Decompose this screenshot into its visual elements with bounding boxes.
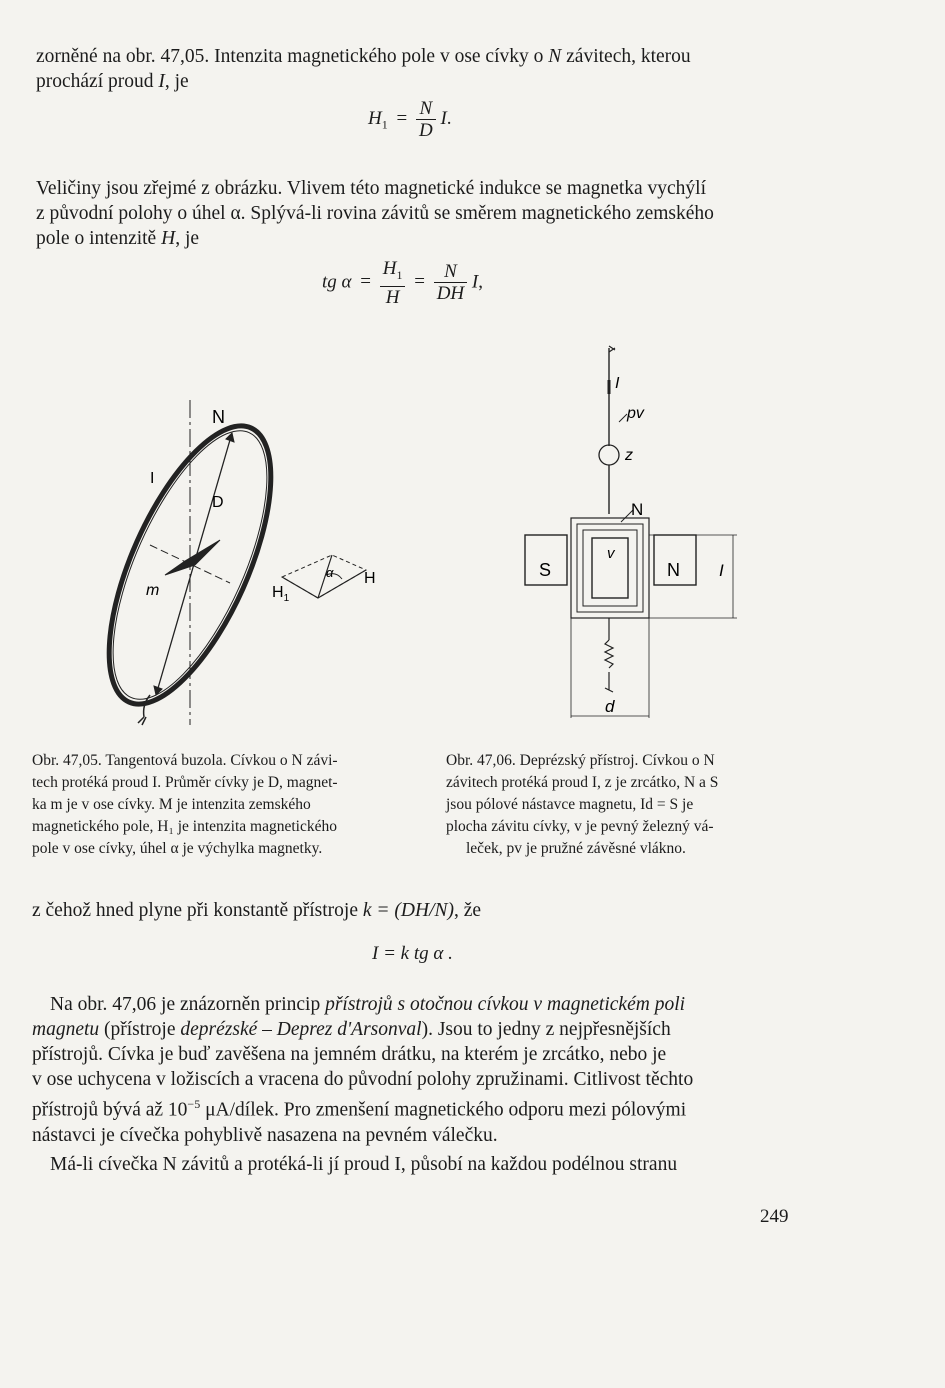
vector-parallelogram: [282, 555, 366, 598]
label-v: v: [607, 545, 615, 562]
paragraph-3: z čehož hned plyne při konstantě přístroje k = (DH/N), že: [32, 900, 482, 921]
caption-figure-47-06: Obr. 47,06. Deprézský přístroj. Cívkou o N závitech protéká proud I, z je zrcátko, N a S jsou pólové nástavce magnetu, Id = S je plocha závitu cívky, v je pevný železný vá- leček, pv je pružné závěsné vlákno.: [446, 752, 719, 857]
coil-frame-middle: [577, 524, 643, 612]
label-alpha: α: [326, 565, 334, 580]
diameter-arrow-bottom: [154, 686, 162, 695]
label-d: D: [212, 494, 224, 511]
paragraph-1: zorněné na obr. 47,05. Intenzita magnetického pole v ose cívky o N závitech, kterou prochází proud I, je: [36, 46, 691, 92]
lower-anchor: [605, 672, 613, 692]
fraction-n-over-dh: $\frac{N}{DH}$: [434, 261, 467, 304]
coil-ring-outer: [100, 404, 304, 725]
equation-i-k-tg-alpha: I = k tg α .: [372, 943, 453, 964]
label-d-dim: d: [605, 697, 615, 716]
diameter-arrow-top: [226, 433, 234, 442]
label-z: z: [625, 447, 633, 464]
label-s: S: [539, 560, 552, 580]
equation-tg-alpha: tg α = $\frac{H_1}{H}$ = $\frac{N}{DH}$ I,: [322, 258, 483, 308]
page-number: 249: [760, 1206, 789, 1227]
paragraph-5: Má-li cívečka N závitů a protéká-li jí proud I, působí na každou podélnou stranu: [50, 1154, 678, 1175]
label-n: N: [212, 407, 225, 427]
caption-figure-47-05: Obr. 47,05. Tangentová buzola. Cívkou o N závi- tech protéká proud I. Průměr cívky je D, magnet- ka m je v ose cívky. M je intenzita zemského magnetického pole, H₁ je intenzita magnetického pole v ose cívky, úhel α je výchylka magnetky.: [32, 752, 338, 857]
fraction-n-over-d: $\frac{N}{D}$: [416, 98, 436, 141]
equation-h1: $H_1$ = $\frac{N}{D}$ I.: [368, 98, 452, 141]
figure-deprez-instrument: [515, 340, 745, 730]
paragraph-4: Na obr. 47,06 je znázorněn princip přístrojů s otočnou cívkou v magnetickém poli magnetu (přístroje deprézské – Deprez d'Arsonval). Jsou to jedny z nejpřesnějších přístrojů. Cívka je buď zavěšena na jemném drátku, na kterém je zrcátko, nebo je v ose uchycena v ložiscích a vracena do původní polohy zpružinami. Citlivost těchto přístrojů bývá až $10^{-5}$ μA/dílek. Pro zmenšení magnetického odporu mezi pólovými nástavci je cívečka pohyblivě nasazena na pevném válečku.: [32, 994, 694, 1146]
fraction-h1-over-h: $\frac{H_1}{H}$: [380, 258, 406, 308]
paragraph-2: Veličiny jsou zřejmé z obrázku. Vlivem této magnetické indukce se magnetka vychýlí z původní polohy o úhel α. Splývá-li rovina závitů se směrem magnetického zemského pole o intenzitě H, je: [36, 178, 714, 249]
label-i-top: I: [615, 375, 620, 392]
label-m: m: [146, 582, 160, 599]
coil-frame-inner: [583, 530, 637, 606]
label-h1: $H_1$: [272, 584, 290, 604]
mirror-z: [599, 445, 619, 465]
label-h: H: [364, 570, 376, 587]
label-n-pole: N: [667, 560, 680, 580]
return-spring: [605, 640, 613, 668]
label-i-side: I: [719, 561, 724, 580]
figure-tangent-galvanometer: [100, 395, 400, 730]
label-i: I: [150, 470, 155, 487]
suspension-anchor: [609, 346, 615, 352]
pv-leader: [619, 414, 627, 422]
label-pv: pv: [627, 405, 644, 422]
label-n-top: N: [631, 500, 644, 519]
